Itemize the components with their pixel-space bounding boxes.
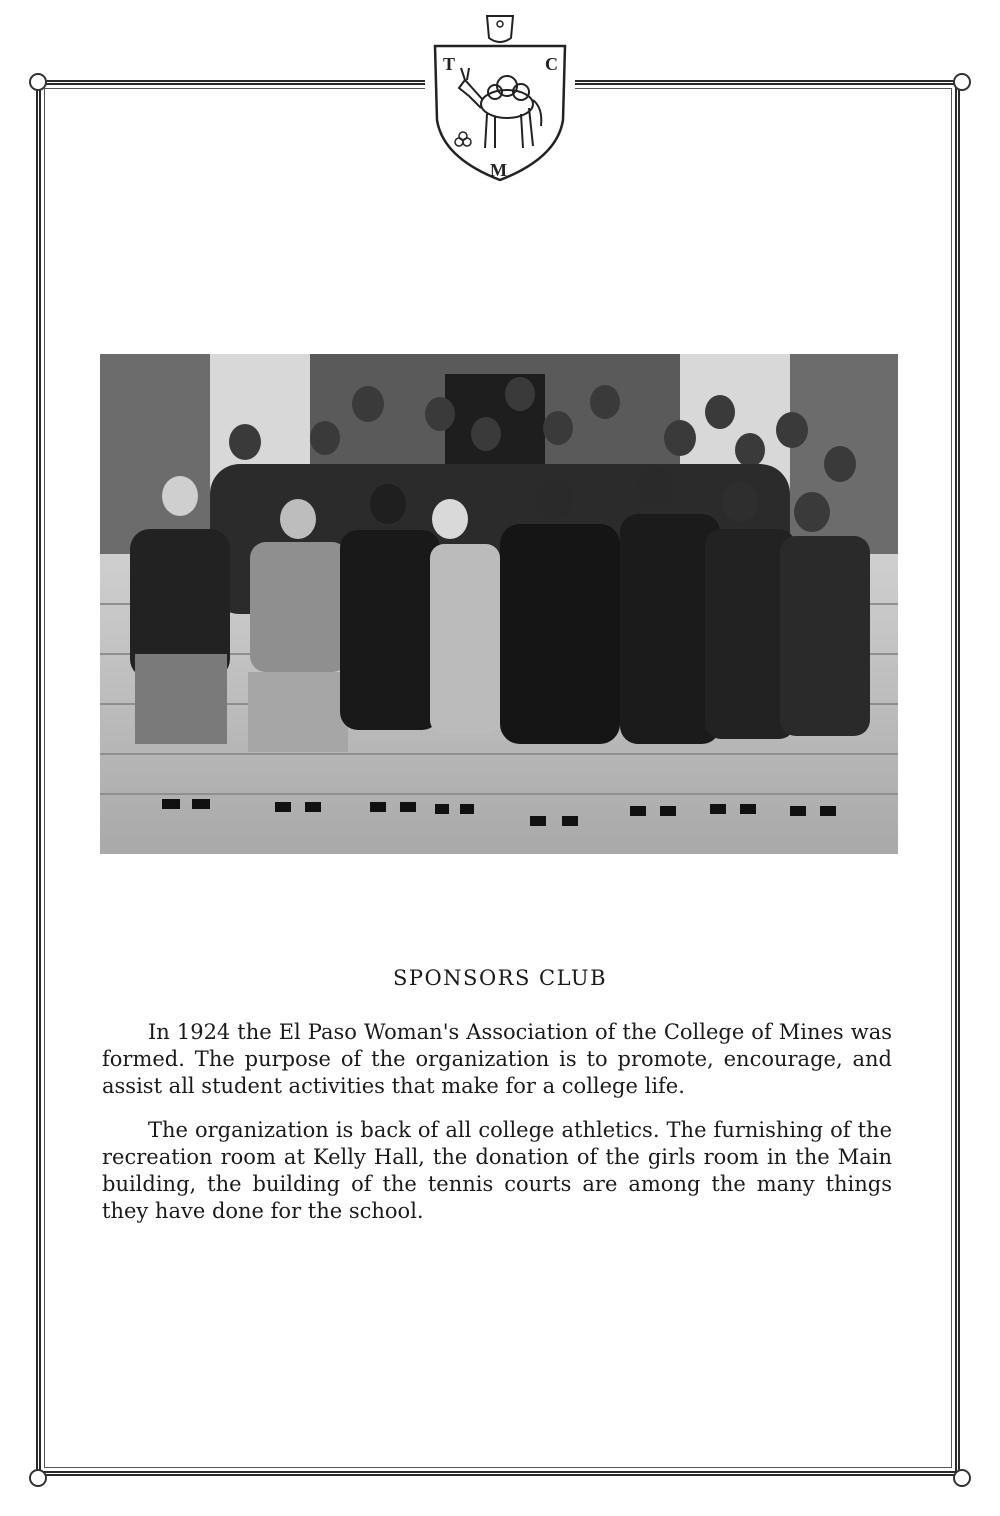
emblem-letter-m: M — [490, 160, 507, 180]
article-title: SPONSORS CLUB — [392, 966, 608, 990]
border-corner-ornament — [29, 73, 47, 91]
article-paragraph-1: In 1924 the El Paso Woman's Association of the College of Mines was formed. The purpose of the organization is to promote, encourage, and assist all student activities that make for a college life. — [102, 1020, 892, 1098]
border-corner-ornament — [953, 73, 971, 91]
emblem-letter-t: T — [443, 54, 456, 74]
article-paragraph-2: The organization is back of all college athletics. The furnishing of the recreation room at Kelly Hall, the donation of the girls room in the Main building, the building of the tennis courts are among the many things they have done for the school. — [102, 1118, 892, 1223]
border-corner-ornament — [29, 1469, 47, 1487]
college-emblem — [425, 8, 575, 188]
border-corner-ornament — [953, 1469, 971, 1487]
emblem-letter-c: C — [545, 54, 558, 74]
group-photo — [100, 354, 898, 854]
